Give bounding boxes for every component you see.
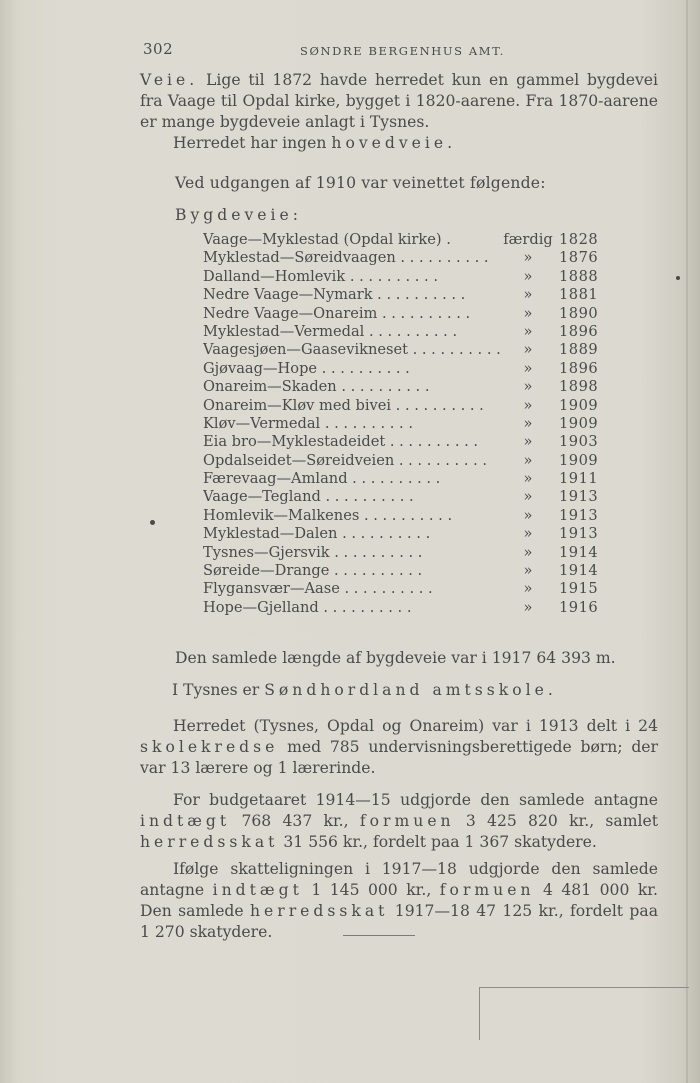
budget-text-1: For budgetaaret 1914—15 udgjorde den samlede antagne xyxy=(173,791,658,809)
roads-table xyxy=(203,231,623,617)
margin-dot-mark-right xyxy=(676,276,680,280)
road-year: 1828 xyxy=(559,231,599,248)
budget-text-2: 768 437 kr., xyxy=(241,812,349,830)
school-districts-term: skolekredse xyxy=(140,738,279,756)
road-name: Myklestad—Søreidvaagen . . . . . . . . . . xyxy=(203,249,489,267)
road-row xyxy=(203,452,623,470)
road-status: » xyxy=(523,433,533,451)
roads-history-section xyxy=(140,70,658,154)
page-edge-divider xyxy=(686,0,688,1083)
road-year: 1913 xyxy=(559,525,599,543)
road-name: Tysnes—Gjersvik . . . . . . . . . . xyxy=(203,543,423,561)
road-name: Eia bro—Myklestadeidet . . . . . . . . . . xyxy=(203,433,479,451)
budget-income-term: indtægt xyxy=(140,812,231,830)
road-row xyxy=(203,378,623,396)
road-name: Vaagesjøen—Gaasevikneset . . . . . . . . . . xyxy=(203,341,501,359)
main-roads-end: . xyxy=(447,134,453,152)
road-status: » xyxy=(523,378,533,396)
tax-text-4: 1917—18 47 125 kr., fordelt paa 1 270 skatydere. xyxy=(140,902,658,941)
road-year: 1914 xyxy=(559,562,599,580)
budget-text xyxy=(140,790,658,853)
road-year: 1889 xyxy=(559,341,599,359)
budget-wealth-term: formuen xyxy=(359,812,455,830)
road-year: 1911 xyxy=(559,470,599,488)
roads-history-paragraph xyxy=(140,70,658,133)
road-row xyxy=(203,507,623,525)
budget-tax-term: herredsskat xyxy=(140,833,279,851)
road-status: » xyxy=(523,525,533,543)
page-number: 302 xyxy=(143,40,174,58)
road-row xyxy=(203,470,623,488)
road-status: » xyxy=(523,359,533,377)
road-name: Nedre Vaage—Nymark . . . . . . . . . . xyxy=(203,286,466,304)
road-year: 1913 xyxy=(559,506,599,524)
road-row xyxy=(203,305,623,323)
districts-text-2: med 785 undervisningsberettigede børn; der var 13 lærere og 1 lærerinde. xyxy=(140,738,658,777)
tax-herred-term: herredsskat xyxy=(250,902,389,920)
road-name: Onareim—Kløv med bivei . . . . . . . . . . xyxy=(203,396,484,414)
road-status: » xyxy=(523,543,533,561)
road-row xyxy=(203,323,623,341)
road-name: Søreide—Drange . . . . . . . . . . xyxy=(203,562,423,580)
road-year: 1881 xyxy=(559,286,599,304)
road-name: Flygansvær—Aase . . . . . . . . . . xyxy=(203,580,433,598)
road-row xyxy=(203,231,623,249)
main-roads-spaced-term: hovedveie xyxy=(331,134,448,152)
road-status: » xyxy=(523,322,533,340)
running-title: SØNDRE BERGENHUS AMT. xyxy=(300,44,506,58)
corner-stamp-frame xyxy=(479,987,689,1040)
road-row xyxy=(203,562,623,580)
road-status: » xyxy=(523,304,533,322)
road-row xyxy=(203,249,623,267)
closing-rule xyxy=(343,935,415,936)
road-name: Dalland—Homlevik . . . . . . . . . . xyxy=(203,267,438,285)
road-status: » xyxy=(523,580,533,598)
road-row xyxy=(203,268,623,286)
school-paragraph xyxy=(172,681,553,699)
budget-paragraph xyxy=(140,790,658,853)
road-name: Gjøvaag—Hope . . . . . . . . . . xyxy=(203,359,410,377)
road-status: » xyxy=(523,396,533,414)
road-row xyxy=(203,360,623,378)
road-name: Færevaag—Amland . . . . . . . . . . xyxy=(203,470,441,488)
road-status: » xyxy=(523,562,533,580)
road-status: færdig xyxy=(503,231,553,248)
tax-wealth-term: formuen xyxy=(439,881,535,899)
margin-dot-mark xyxy=(150,520,155,525)
road-year: 1909 xyxy=(559,414,599,432)
road-row xyxy=(203,433,623,451)
road-status: » xyxy=(523,451,533,469)
tax-income-term: indtægt xyxy=(212,881,303,899)
road-year: 1913 xyxy=(559,488,599,506)
school-spaced-name: Søndhordland amtsskole xyxy=(264,681,548,699)
road-name: Myklestad—Dalen . . . . . . . . . . xyxy=(203,525,431,543)
road-name: Kløv—Vermedal . . . . . . . . . . xyxy=(203,414,413,432)
road-row xyxy=(203,286,623,304)
road-row xyxy=(203,397,623,415)
road-status: » xyxy=(523,249,533,267)
tax-text-3: 4 481 000 kr. Den samlede xyxy=(140,881,658,920)
road-year: 1909 xyxy=(559,451,599,469)
road-year: 1903 xyxy=(559,433,599,451)
roads-history-text: Lige til 1872 havde herredet kun en gammel bygdevei fra Vaage til Opdal kirke, bygget i 1820-aarene. Fra 1870-aarene er mange bygdeveie anlagt i Tysnes. xyxy=(140,71,658,131)
districts-text-1: Herredet (Tysnes, Opdal og Onareim) var i 1913 delt i 24 xyxy=(173,717,658,735)
road-year: 1896 xyxy=(559,359,599,377)
road-row xyxy=(203,488,623,506)
roads-heading: Bygdeveie: xyxy=(175,206,302,224)
road-row xyxy=(203,525,623,543)
road-name: Homlevik—Malkenes . . . . . . . . . . xyxy=(203,506,453,524)
tax-text-1: Ifølge skatteligningen i 1917—18 udgjorde den samlede antagne xyxy=(140,860,658,899)
road-status: » xyxy=(523,598,533,616)
main-roads-text: Herredet har ingen xyxy=(173,134,327,152)
main-roads-paragraph xyxy=(140,133,658,154)
tax-assessment-text xyxy=(140,859,658,943)
school-end: . xyxy=(547,681,553,699)
road-year: 1876 xyxy=(559,249,599,267)
road-year: 1896 xyxy=(559,322,599,340)
road-status: » xyxy=(523,470,533,488)
road-name: Vaage—Tegland . . . . . . . . . . xyxy=(203,488,414,506)
road-status: » xyxy=(523,341,533,359)
school-districts-paragraph xyxy=(140,716,658,779)
road-year: 1916 xyxy=(559,598,599,616)
network-intro: Ved udgangen af 1910 var veinettet følgende: xyxy=(175,174,546,192)
road-status: » xyxy=(523,506,533,524)
road-year: 1914 xyxy=(559,543,599,561)
road-year: 1890 xyxy=(559,304,599,322)
road-year: 1898 xyxy=(559,378,599,396)
road-year: 1888 xyxy=(559,267,599,285)
road-name: Hope—Gjelland . . . . . . . . . . xyxy=(203,598,412,616)
road-name: Myklestad—Vermedal . . . . . . . . . . xyxy=(203,322,458,340)
tax-text-2: 1 145 000 kr., xyxy=(311,881,432,899)
road-row xyxy=(203,415,623,433)
road-name: Onareim—Skaden . . . . . . . . . . xyxy=(203,378,430,396)
road-row xyxy=(203,599,623,617)
budget-text-3: 3 425 820 kr., samlet xyxy=(465,812,659,830)
total-length: Den samlede længde af bygdeveie var i 1917 64 393 m. xyxy=(175,649,616,667)
budget-text-4: 31 556 kr., fordelt paa 1 367 skatydere. xyxy=(283,833,597,851)
road-row xyxy=(203,580,623,598)
tax-assessment-paragraph xyxy=(140,859,658,943)
road-status: » xyxy=(523,488,533,506)
road-name: Opdalseidet—Søreidveien . . . . . . . . . . xyxy=(203,451,488,469)
road-status: » xyxy=(523,267,533,285)
section-lead-word: Veie. xyxy=(140,71,199,89)
road-status: » xyxy=(523,286,533,304)
school-districts-text xyxy=(140,716,658,779)
road-year: 1909 xyxy=(559,396,599,414)
road-name: Nedre Vaage—Onareim . . . . . . . . . . xyxy=(203,304,471,322)
road-row xyxy=(203,341,623,359)
road-year: 1915 xyxy=(559,580,599,598)
school-text: I Tysnes er xyxy=(172,681,260,699)
road-status: » xyxy=(523,414,533,432)
road-row xyxy=(203,544,623,562)
road-name: Vaage—Myklestad (Opdal kirke) . xyxy=(203,231,451,248)
